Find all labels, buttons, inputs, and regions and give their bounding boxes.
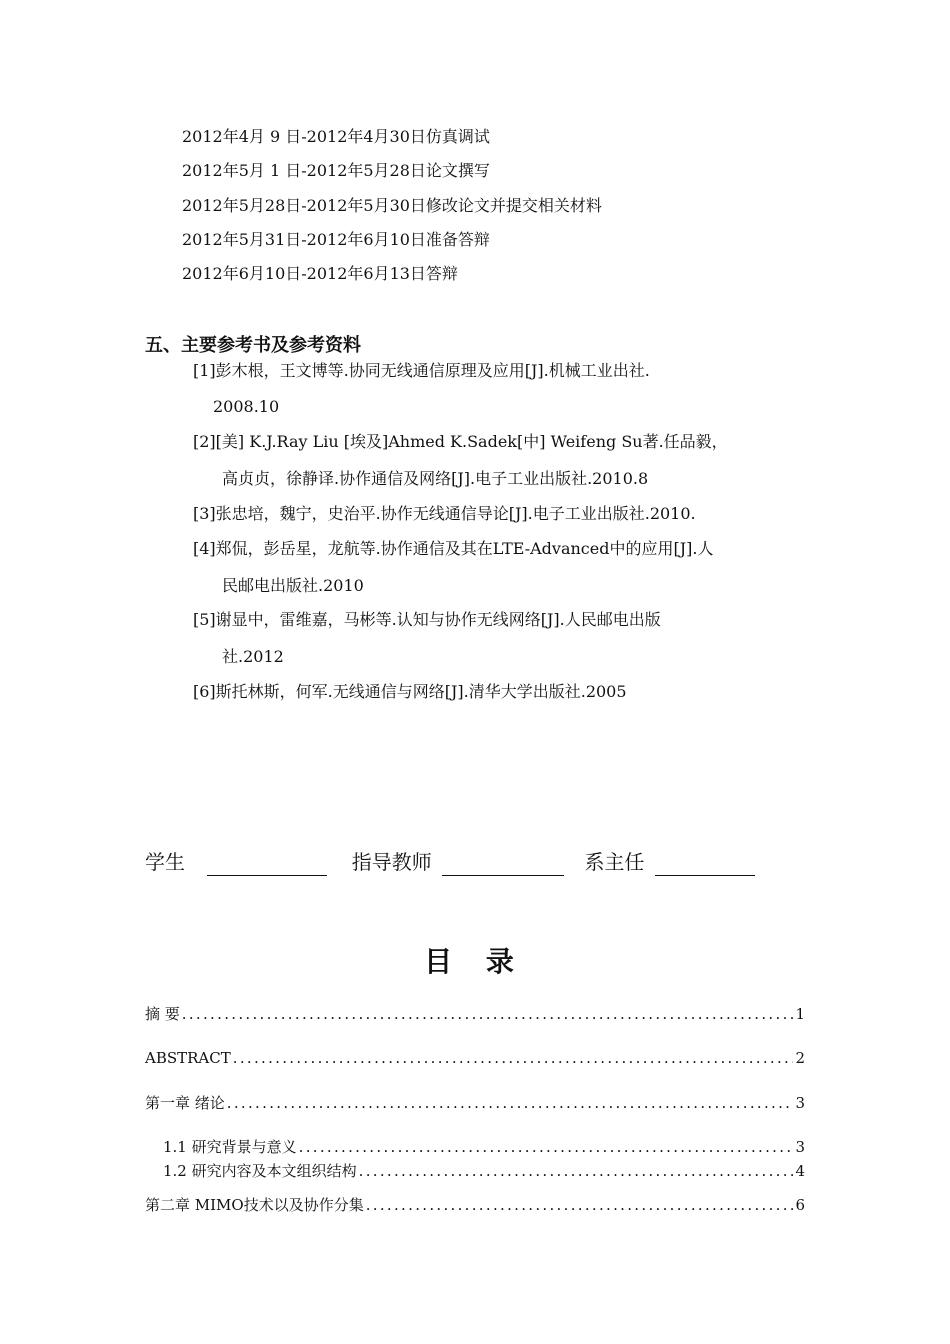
toc-entry[interactable]: [145, 1004, 805, 1024]
schedule-line-1: 2012年4月 9 日-2012年4月30日仿真调试: [182, 127, 490, 146]
toc-entry[interactable]: [163, 1137, 805, 1157]
reference-4: [4]郑侃，彭岳星，龙航等.协作通信及其在LTE-Advanced中的应用[J].人: [193, 539, 714, 558]
toc-entry-page: 6: [795, 1196, 805, 1214]
advisor-label: 指导教师: [351, 850, 432, 874]
toc-entry-page: 1: [795, 1005, 805, 1023]
reference-3: [3]张忠培，魏宁，史治平.协作无线通信导论[J].电子工业出版社.2010.: [193, 504, 696, 523]
reference-2: [2][美] K.J.Ray Liu [埃及]Ahmed K.Sadek[中] Weifeng Su著.任品毅，: [193, 432, 728, 451]
student-label: 学生: [145, 850, 185, 874]
toc-entry[interactable]: [145, 1195, 805, 1215]
reference-1-cont: 2008.10: [213, 397, 280, 416]
dept-head-label: 系主任: [584, 850, 645, 874]
toc-entry-label: 第一章 绪论: [145, 1094, 225, 1112]
toc-title: 目 录: [424, 945, 526, 978]
toc-leader-dots: [359, 1161, 794, 1181]
student-signature-field[interactable]: [207, 853, 327, 876]
toc-leader-dots: [182, 1004, 794, 1024]
reference-2-cont: 高贞贞，徐静译.协作通信及网络[J].电子工业出版社.2010.8: [222, 469, 649, 488]
schedule-line-3: 2012年5月28日-2012年5月30日修改论文并提交相关材料: [182, 196, 602, 215]
toc-entry-page: 3: [795, 1094, 805, 1112]
reference-5-cont: 社.2012: [222, 647, 284, 666]
toc-entry-page: 4: [795, 1162, 805, 1180]
toc-leader-dots: [299, 1137, 794, 1157]
toc-entry-label: ABSTRACT: [145, 1049, 231, 1067]
dept-head-signature-field[interactable]: [655, 853, 755, 876]
schedule-line-4: 2012年5月31日-2012年6月10日准备答辩: [182, 230, 490, 249]
references-heading: 五、主要参考书及参考资料: [145, 335, 361, 356]
reference-6: [6]斯托林斯，何军.无线通信与网络[J].清华大学出版社.2005: [193, 682, 627, 701]
toc-entry-label: 第二章 MIMO技术以及协作分集: [145, 1196, 364, 1214]
toc-entry-label: 摘 要: [145, 1005, 180, 1023]
toc-entry[interactable]: [145, 1093, 805, 1113]
schedule-line-5: 2012年6月10日-2012年6月13日答辩: [182, 264, 458, 283]
reference-4-cont: 民邮电出版社.2010: [222, 576, 364, 595]
schedule-line-2: 2012年5月 1 日-2012年5月28日论文撰写: [182, 161, 490, 180]
reference-5: [5]谢显中，雷维嘉，马彬等.认知与协作无线网络[J].人民邮电出版: [193, 610, 661, 629]
toc-entry[interactable]: [145, 1048, 805, 1068]
toc-entry[interactable]: [163, 1161, 805, 1181]
toc-entry-page: 2: [795, 1049, 805, 1067]
toc-leader-dots: [366, 1195, 794, 1215]
toc-leader-dots: [233, 1048, 794, 1068]
toc-entry-page: 3: [795, 1138, 805, 1156]
toc-entry-label: 1.2 研究内容及本文组织结构: [163, 1162, 357, 1180]
toc-leader-dots: [227, 1093, 794, 1113]
toc-entry-label: 1.1 研究背景与意义: [163, 1138, 297, 1156]
signature-line: [145, 848, 755, 876]
advisor-signature-field[interactable]: [442, 853, 564, 876]
reference-1: [1]彭木根，王文博等.协同无线通信原理及应用[J].机械工业出社.: [193, 361, 650, 380]
